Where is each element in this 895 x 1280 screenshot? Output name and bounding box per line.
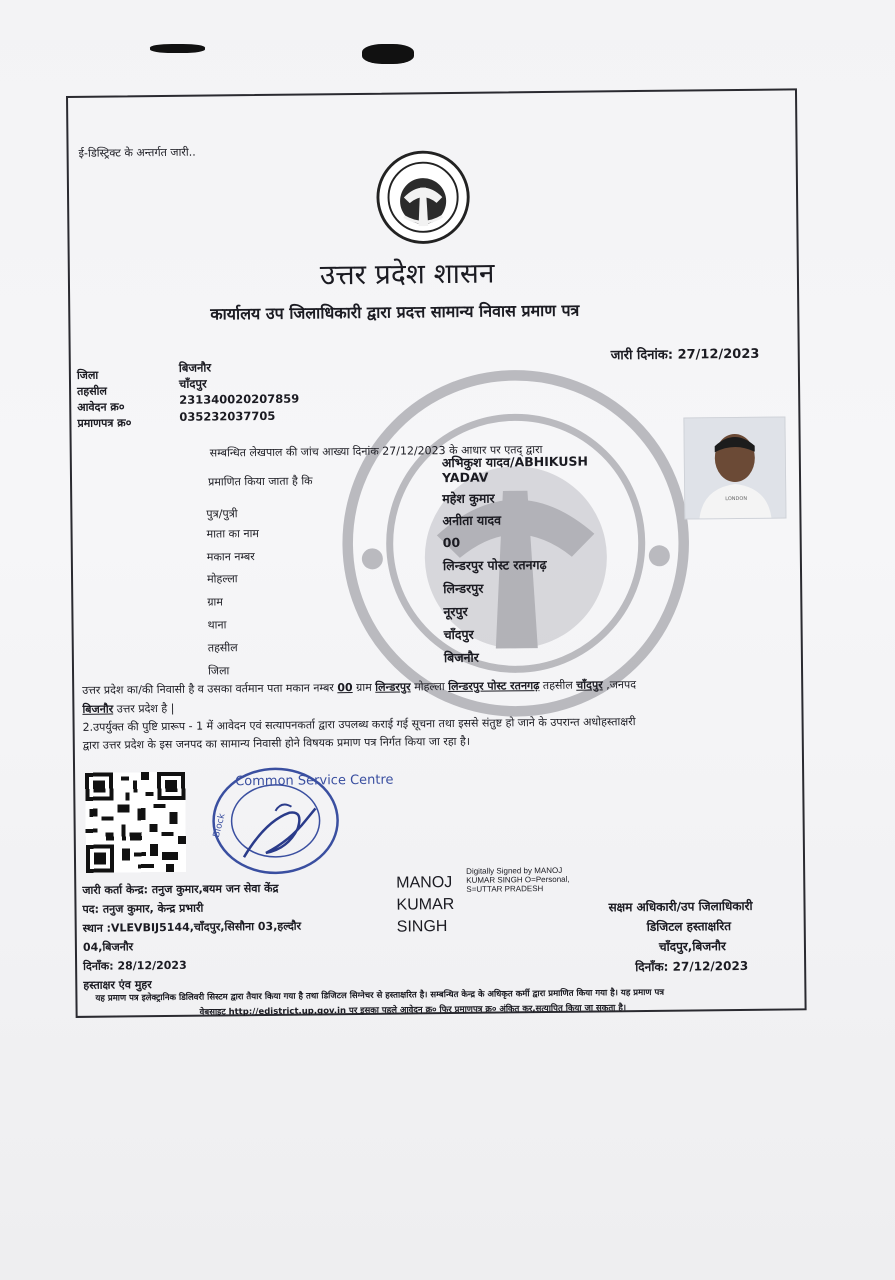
seal-block-text: Block: [211, 812, 228, 839]
issuer-place-1: स्थान :VLEVBIJ5144,चाँदपुर,सिसौना 03,हल्दौर: [82, 919, 302, 935]
officer-place: चाँदपुर,बिजनौर: [658, 939, 726, 954]
qr-code-icon[interactable]: [85, 772, 186, 873]
issuer-date: दिनाँक: 28/12/2023: [83, 958, 187, 973]
address-village: लिन्डरपुर: [375, 680, 411, 694]
house-number-label: मकान नम्बर: [206, 550, 255, 564]
header-note: ई-डिस्ट्रिक्ट के अन्तर्गत जारी..: [78, 145, 196, 160]
address-text: मोहल्ला: [410, 680, 449, 694]
certificate-subtitle: कार्यालय उप जिलाधिकारी द्वारा प्रदत्त सामान्य निवास प्रमाण पत्र: [210, 300, 580, 324]
police-station-label: थाना: [207, 618, 227, 632]
address-text: ग्राम: [352, 680, 376, 695]
photo-caption: LONDON: [725, 495, 748, 503]
address-district: बिजनौर: [82, 702, 114, 716]
signature-detail-1: Digitally Signed by MANOJ: [466, 865, 563, 876]
address-text: ,जनपद: [602, 678, 637, 692]
ink-smudge: [150, 44, 205, 53]
footer-line-2: वेबसाइट http://edistrict.up.gov.in पर इसका पहले आवेदन क्र० फिर प्रमाणपत्र क्र० अंकित कर,सत्यापित किया जा सकता है।: [199, 1003, 627, 1018]
tehsil-value: चाँदपुर: [178, 376, 207, 391]
signature-name-line-1: MANOJ: [396, 873, 453, 892]
officer-title: सक्षम अधिकारी/उप जिलाधिकारी: [608, 898, 753, 915]
address-paragraph-end: [82, 701, 174, 717]
police-station-value: नूरपुर: [443, 603, 468, 620]
issuer-post: पद: तनुज कुमार, केन्द्र प्रभारी: [82, 901, 204, 916]
address-mohalla: लिन्डरपुर पोस्ट रतनगढ़: [448, 679, 540, 694]
address-house: 00: [337, 681, 353, 695]
ink-smudge: [362, 44, 414, 64]
officer-sign: डिजिटल हस्ताक्षरित: [646, 919, 732, 934]
signature-name-line-3: SINGH: [396, 918, 448, 936]
applicant-photo: [683, 416, 786, 519]
mohalla-label: मोहल्ला: [206, 572, 238, 586]
verification-line-1: 2.उपर्युक्त की पुष्टि प्रारूप - 1 में आवेदन एवं सत्यापनकर्ता द्वारा उपलब्ध कराई गई सूचना तथा इससे संतुष्ट हो जाने के उपरान्त अधोहस्ताक्षरी: [82, 715, 636, 734]
certificate-number-value: 035232037705: [179, 408, 276, 424]
certificate-frame: [66, 88, 807, 1018]
village-value: लिन्डरपुर: [443, 580, 484, 597]
field-district-label: जिला: [207, 664, 230, 678]
address-text: उत्तर प्रदेश है |: [113, 701, 175, 716]
footer-line-1: यह प्रमाण पत्र इलेक्ट्रानिक डिलिवरी सिस्टम द्वारा तैयार किया गया है तथा डिजिटल सिग्नेचर से हस्ताक्षरित है। सम्बन्धित केन्द्र के अधिकृत कर्मी द्वारा प्रमाणित किया गया है। यह प्रमाण पत्र: [95, 987, 665, 1004]
signature-name-line-2: KUMAR: [396, 895, 455, 914]
mohalla-value: लिन्डरपुर पोस्ट रतनगढ़: [442, 556, 547, 574]
address-text: तहसील: [539, 678, 577, 693]
district-label: जिला: [76, 368, 99, 382]
mother-name: अनीता यादव: [442, 512, 502, 529]
village-label: ग्राम: [207, 595, 224, 609]
verification-line-2: द्वारा उत्तर प्रदेश के इस जनपद का सामान्य निवासी होने विषयक प्रमाण पत्र निर्गत किया जा रहा है।: [82, 734, 471, 752]
address-text: उत्तर प्रदेश का/की निवासी है व उसका वर्तमान पता मकान नम्बर: [82, 681, 338, 697]
application-number-label: आवेदन क्र०: [77, 400, 125, 414]
signature-detail-2: KUMAR SINGH O=Personal,: [466, 874, 570, 885]
father-name: महेश कुमार: [442, 490, 495, 507]
issuer-seal-note: हस्ताक्षर एंव मुहर: [83, 978, 152, 992]
intro-line-2: प्रमाणित किया जाता है कि: [207, 474, 313, 489]
issue-date: जारी दिनांक: 27/12/2023: [610, 346, 760, 364]
certificate-number-label: प्रमाणपत्र क्र०: [77, 416, 132, 430]
son-of-label: पुत्र/पुत्री: [206, 507, 238, 521]
district-value: बिजनौर: [178, 360, 212, 375]
address-tehsil: चाँदपुर: [576, 678, 603, 692]
seal-text: Common Service Centre: [235, 772, 394, 790]
issuing-center: जारी कर्ता केन्द्र: तनुज कुमार,बयम जन सेवा केंद्र: [82, 881, 279, 897]
applicant-name-continued: YADAV: [441, 469, 489, 486]
tehsil-label: तहसील: [77, 384, 108, 398]
up-emblem-icon: [375, 149, 472, 246]
mother-name-label: माता का नाम: [206, 527, 260, 541]
house-number: 00: [442, 534, 461, 551]
intro-line-1: सम्बन्धित लेखपाल की जांच आख्या दिनांक 27/12/2023 के आधार पर एतद् द्वारा: [209, 443, 543, 460]
person-icon: [684, 417, 785, 518]
issuer-place-2: 04,बिजनौर: [82, 940, 134, 954]
field-tehsil-label: तहसील: [207, 641, 238, 655]
applicant-name: अभिकुश यादव/ABHIKUSH: [441, 453, 588, 471]
field-district-value: बिजनौर: [443, 649, 479, 666]
page-title: उत्तर प्रदेश शासन: [319, 256, 495, 292]
emblem-watermark-icon: [339, 366, 693, 720]
signature-detail-3: S=UTTAR PRADESH: [466, 884, 544, 894]
application-number-value: 231340020207859: [179, 391, 300, 407]
officer-date: दिनाँक: 27/12/2023: [635, 958, 749, 975]
csc-seal-icon: [205, 760, 394, 881]
field-tehsil-value: चाँदपुर: [443, 626, 474, 643]
